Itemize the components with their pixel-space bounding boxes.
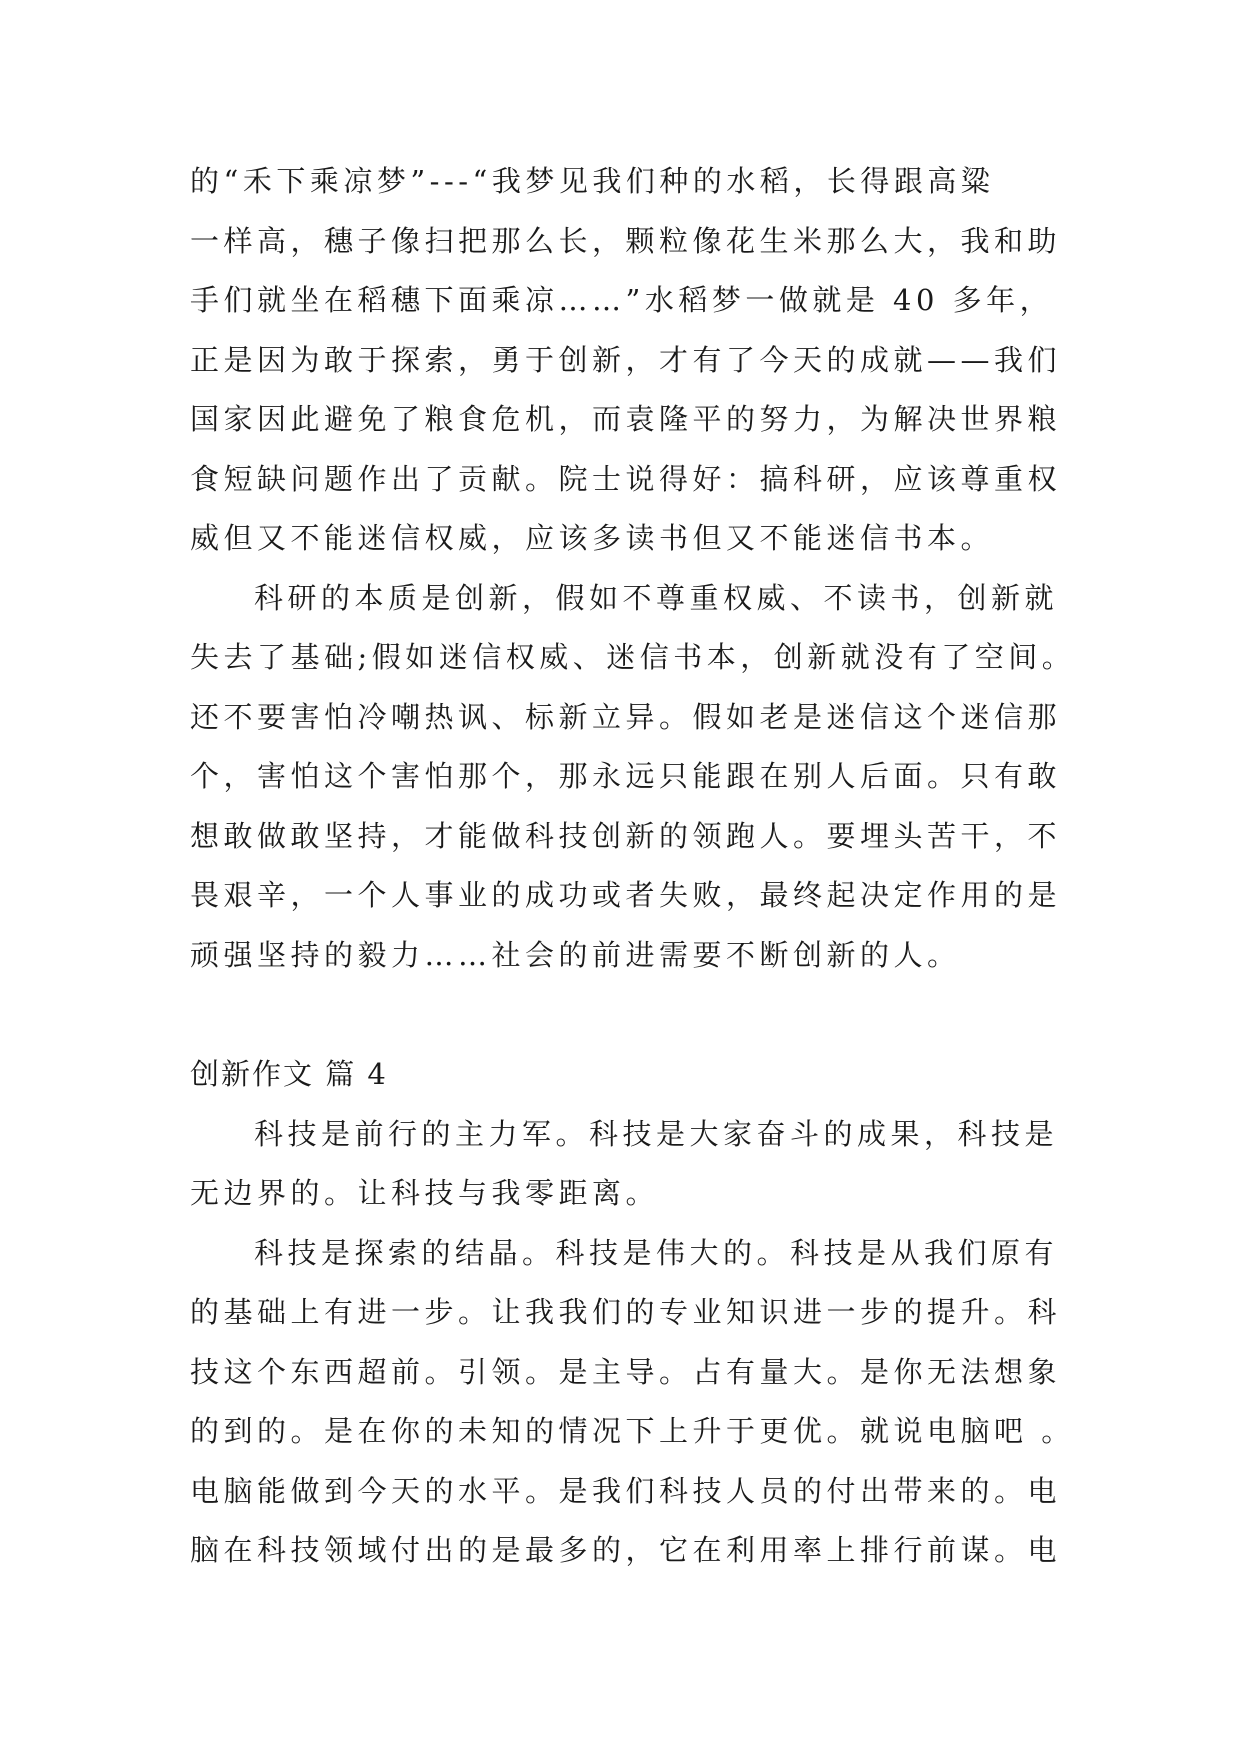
text-line: 的基础上有进一步。让我我们的专业知识进一步的提升。科: [190, 1295, 1062, 1329]
section-gap: [190, 985, 1052, 1045]
section-heading: 创新作文 篇 4: [190, 1057, 388, 1091]
text-line: 科技是探索的结晶。科技是伟大的。科技是从我们原有: [254, 1235, 1059, 1270]
document-body: [190, 152, 1076, 1581]
text-line: 畏艰辛，一个人事业的成功或者失败，最终起决定作用的是: [190, 878, 1062, 912]
text-line: 国家因此避免了粮食危机，而袁隆平的努力，为解决世界粮: [190, 402, 1062, 436]
paragraph-4: [190, 1224, 1075, 1581]
text-line: 顽强坚持的毅力……社会的前进需要不断创新的人。: [190, 937, 961, 972]
text-line: 威但又不能迷信权威，应该多读书但又不能迷信书本。: [190, 521, 995, 555]
text-line: 无边界的。让科技与我零距离。: [190, 1176, 660, 1210]
text-line: 正是因为敢于探索，勇于创新，才有了今天的成就——我们: [190, 342, 1062, 377]
text-line: 科研的本质是创新，假如不尊重权威、不读书，创新就: [254, 580, 1059, 615]
text-line: 脑在科技领域付出的是最多的，它在利用率上排行前谋。电: [190, 1533, 1062, 1567]
paragraph-2: [190, 569, 1076, 986]
text-line: 的到的。是在你的未知的情况下上升于更优。就说电脑吧 。: [190, 1414, 1075, 1448]
text-line: 的“禾下乘凉梦”---“我梦见我们种的水稻，长得跟高粱: [190, 164, 995, 198]
text-line: 技这个东西超前。引领。是主导。占有量大。是你无法想象: [190, 1354, 1062, 1389]
text-line: 一样高，穗子像扫把那么长，颗粒像花生米那么大，我和助: [190, 223, 1062, 258]
text-line: 失去了基础;假如迷信权威、迷信书本，创新就没有了空间。: [190, 640, 1076, 674]
text-line: 科技是前行的主力军。科技是大家奋斗的成果，科技是: [254, 1116, 1059, 1151]
text-line: 手们就坐在稻穗下面乘凉……”水稻梦一做就是 40 多年，: [190, 283, 1054, 317]
text-line: 想敢做敢坚持，才能做科技创新的领跑人。要埋头苦干，不: [190, 818, 1062, 853]
paragraph-1: [190, 152, 1062, 569]
text-line: 个，害怕这个害怕那个，那永远只能跟在别人后面。只有敢: [190, 759, 1062, 793]
text-line: 还不要害怕冷嘲热讽、标新立异。假如老是迷信这个迷信那: [190, 699, 1062, 734]
paragraph-3: [190, 1105, 1059, 1224]
text-line: 食短缺问题作出了贡献。院士说得好：搞科研，应该尊重权: [190, 461, 1062, 496]
text-line: 电脑能做到今天的水平。是我们科技人员的付出带来的。电: [190, 1473, 1062, 1508]
